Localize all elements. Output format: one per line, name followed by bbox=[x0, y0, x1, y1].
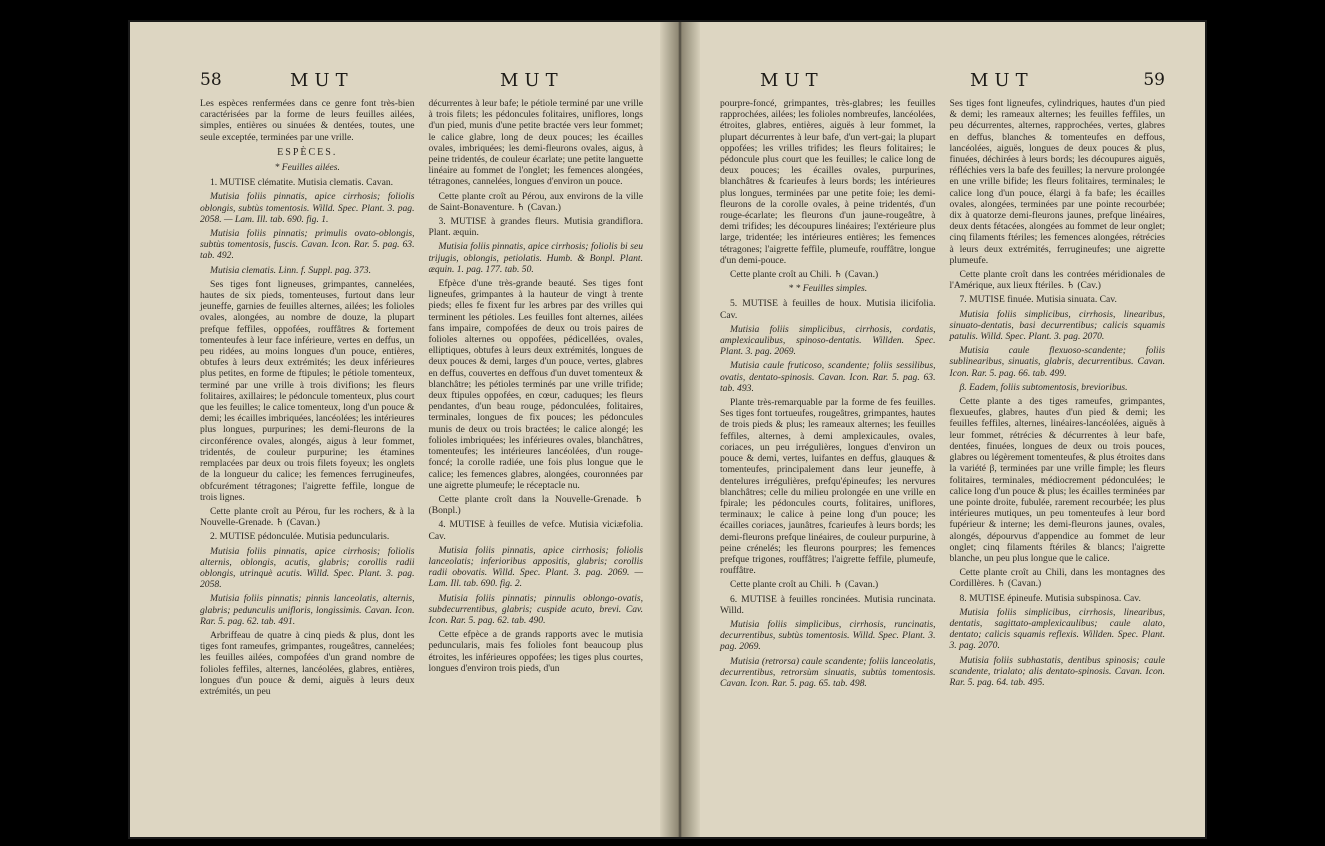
text-paragraph: Cette plante croît au Chili, dans les montagnes des Cordillères. ♄ (Cavan.) bbox=[949, 567, 1165, 590]
left-page-column-1 bbox=[200, 98, 415, 700]
text-paragraph: Ses tiges font ligneufes, cylindriques, hautes d'un pied & demi; les rameaux alternes; les feuilles feffiles, un peu décurrentes, alternes, rapprochées, vertes, glabres en deffus, blanches & tomenteufes en deffous, lancéolées, aiguës, longues de deux pouces & plus, finuées, déchirées à leurs bords; les découpures aiguës, réfléchies vers la bafe des feuilles; la nervure prolongée en une vrille bifide; les fleurs folitaires, terminales; le calice long d'un pouce, élargi à fa bafe; les écailles ovales, alongées, terminées par une pointe recourbée; dix à quatorze demi-fleurons jaunes, prefque linéaires, deux dents fétacées, alongées au fommet de leur onglet; cinq filaments ftériles; les femences alongées, rétrécies à leurs deux extrémités, ferrugineufes; une aigrette plumeufe. bbox=[949, 98, 1165, 266]
latin-description: Mutisia foliis pinnatis, apice cirrhosis; foliolis bi seu trijugis, oblongis, petiolatis. Humb. & Bonpl. Plant. æquin. 1. pag. 177. tab. 50. bbox=[428, 241, 643, 275]
text-paragraph: décurrentes à leur bafe; le pétiole terminé par une vrille à trois filets; les pédoncules folitaires, uniflores, longs d'un pied, munis d'une petite bractée vers leur fommet; le calice glabre, long de deux pouces; les écailles ovales, imbriquées; les demi-fleurons ovales, aigus, à peine tridentés, de couleur écarlate; une petite languette linéaire au fommet de l'onglet; les femences alongées, tétragones, cannelées, longues d'environ un pouce. bbox=[428, 98, 643, 188]
section-heading: * * Feuilles simples. bbox=[788, 283, 868, 295]
text-paragraph: Arbriffeau de quatre à cinq pieds & plus, dont les tiges font rameufes, grimpantes, rougeâtres, cannelées; les feuilles ailées, compofées d'un grand nombre de folioles feffiles, alternes, lancéolées, glabres, entières, longues d'un pouce & demi, aiguës à leurs deux extrémités, un peu bbox=[200, 629, 415, 697]
species-entry: 7. MUTISE finuée. Mutisia sinuata. Cav. bbox=[959, 294, 1117, 306]
text-paragraph: Cette plante croît dans la Nouvelle-Grenade. ♄ (Bonpl.) bbox=[428, 493, 643, 517]
section-heading: ESPÈCES. bbox=[277, 146, 338, 158]
text-paragraph: Cette efpèce a de grands rapports avec le mutisia peduncularis, mais fes folioles font beaucoup plus étroites, les inférieures oppofées; les tiges plus courtes, longues d'environ trois pieds, d'un bbox=[428, 629, 643, 674]
latin-description: Mutisia caule fruticoso, scandente; foliis sessilibus, ovatis, dentato-spinosis. Cavan. Icon. Rar. 5. pag. 63. tab. 493. bbox=[720, 360, 936, 394]
text-paragraph: Efpèce d'une très-grande beauté. Ses tiges font ligneufes, grimpantes à la hauteur de vingt à trente pieds; elles fe fixent fur les arbres par des vrilles qui terminent les pétioles. Les feuilles font alternes, ailées fans impaire, compofées de deux ou trois paires de folioles alternes ou oppofées, pédicellées, ovales, elliptiques, obtufes à leurs deux extrémités, longues de deux pouces & demi, larges d'un pouce, vertes, glabres en deffus, couvertes en deffous d'un duvet tomenteux & blanchâtre; les pétioles terminés par une vrille trifide; deux ftipules oppofées, en cœur, caduques; les fleurs pendantes, d'un beau rouge, pédonculées, folitaires, terminales, longues de fix pouces; les pédoncules munis de deux ou trois bractées; le calice alongé; les folioles imbriquées; les inférieures ovales, blanchâtres, tomenteufes; les intérieures lancéolées, d'un rouge-foncé; la corolle radiée, une fois plus longue que le calice; les femences glabres, alongées, couronnées par une aigrette plumeufe; le réceptacle nu. bbox=[428, 278, 643, 491]
book-gutter bbox=[660, 22, 700, 837]
section-heading: * Feuilles ailées. bbox=[274, 162, 340, 174]
latin-description: Mutisia foliis pinnatis; primulis ovato-oblongis, subtùs tomentosis, fuscis. Cavan. Icon. Rar. 5. pag. 63. tab. 492. bbox=[200, 228, 415, 262]
text-paragraph: Cette plante croît au Chili. ♄ (Cavan.) bbox=[730, 579, 879, 591]
text-paragraph: Cette plante croît au Pérou, aux environs de la ville de Saint-Bonaventure. ♄ (Cavan.) bbox=[428, 190, 643, 213]
latin-description: Mutisia foliis pinnatis, apice cirrhosis; foliolis oblongis, subtùs tomentosis. Willd. Spec. Plant. 3. pag. 2058. — Lam. Ill. tab. 690. fig. 1. bbox=[200, 191, 415, 225]
right-page bbox=[695, 22, 1205, 837]
latin-description: Mutisia foliis simplicibus, cirrhosis, cordatis, amplexicaulibus, spinoso-dentatis. Willden. Spec. Plant. 3. pag. 2069. bbox=[720, 323, 936, 358]
species-entry: 5. MUTISE à feuilles de houx. Mutisia ilicifolia. Cav. bbox=[720, 298, 936, 321]
left-running-head bbox=[200, 70, 643, 94]
latin-description: Mutisia clematis. Linn. f. Suppl. pag. 373. bbox=[210, 264, 371, 276]
latin-description: β. Eadem, foliis subtomentosis, brevioribus. bbox=[959, 381, 1128, 393]
latin-description: Mutisia foliis pinnatis, apice cirrhosis; foliolis lanceolatis; inferioribus appositis, glabris; corollis radii obovatis. Willd. Spec. Plant. 3. pag. 2069. — Lam. Ill. tab. 690. fig. 2. bbox=[428, 544, 643, 590]
text-paragraph: Les espèces renfermées dans ce genre font très-bien caractérisées par la forme de leurs feuilles ailées, simples, entières ou sinuées & dentées, toutes, une seule exceptée, terminées par une vrille. bbox=[200, 98, 415, 143]
species-entry: 4. MUTISE à feuilles de vefce. Mutisia viciæfolia. Cav. bbox=[428, 519, 643, 542]
left-header-right: MUT bbox=[500, 70, 564, 91]
right-page-column-1 bbox=[720, 98, 936, 692]
latin-description: Mutisia foliis simplicibus, cirrhosis, linearibus, sinuato-dentatis, basi decurrentibus; calicis squamis patulis. Willd. Spec. Plant. 3. pag. 2070. bbox=[949, 308, 1165, 343]
open-book bbox=[130, 22, 1205, 837]
latin-description: Mutisia foliis pinnatis; pinnis lanceolatis, alternis, glabris; pedunculis unifloris, longissimis. Cavan. Icon. Rar. 5. pag. 62. tab. 491. bbox=[200, 593, 415, 627]
species-entry: 2. MUTISE pédonculée. Mutisia peduncularis. bbox=[210, 531, 390, 543]
species-entry: 6. MUTISE à feuilles roncinées. Mutisia runcinata. Willd. bbox=[720, 593, 936, 616]
right-page-column-2 bbox=[950, 98, 1166, 692]
left-page-column-2 bbox=[429, 98, 644, 700]
right-header-left: MUT bbox=[760, 70, 824, 91]
text-paragraph: Cette plante croît dans les contrées méridionales de l'Amérique, aux lieux ftériles. ♄ (Cav.) bbox=[949, 269, 1165, 292]
text-paragraph: Ses tiges font ligneuses, grimpantes, cannelées, hautes de six pieds, tomenteuses, furtout dans leur jeuneffe, garnies de feuilles alternes, ailées; les folioles ovales, alongées, au nombre de douze, la plupart prefque feffiles, oppofées, rouffâtres & fortement tomenteufes à leur face inférieure, vertes en deffus, un peu ridées, au moins longues d'un pouce, entières, obtufes à leurs deux extrémités; les deux inférieures plus petites, en forme de ftipules; le pétiole tomenteux, terminé par une vrille à trois divifions; les fleurs folitaires, axillaires; le pédoncule tomenteux, plus court que les feuilles; le calice tomenteux, long d'un pouce & demi; les écailles imbriquées, lancéolées; les intérieures plus longues, purpurines; les demi-fleurons de la circonférence ovales, alongés, aigus à leur fommet, tridentés, de couleur purpurine; les étamines remplacées par deux ou trois filets foyeux; les onglets de la longueur du calice; les femences ferrugineufes, obfcurément tétragones; l'aigrette feffile, longue de trois lignes. bbox=[200, 278, 415, 503]
left-header-left: MUT bbox=[290, 70, 354, 91]
left-page-number: 58 bbox=[200, 70, 222, 90]
right-running-head bbox=[720, 70, 1165, 94]
text-paragraph: pourpre-foncé, grimpantes, très-glabres; les feuilles rapprochées, ailées; les folioles nombreufes, lancéolées, étroites, glabres, entières, aiguës à leur fommet, la plupart décurrentes à leur bafe, d'un vert-gai; la plupart oppofées; les vrilles trifides; les fleurs folitaires; le pédoncule plus court que les feuilles; le calice long de deux pouces; les écailles ovales, purpurines, blanchâtres & fcarieufes à leurs bords; les intérieures plus longues, terminées par une petite foie; les demi-fleurons de la corolle ovales, à peine tridentés, d'un rouge-écarlate; les fleurons d'un jaune-rougeâtre, à demi trifides; les découpures linéaires; l'extérieure plus large, tridentée; les intérieures entières; les femences tétragones; l'aigrette feffile, plumeufe, rouffâtre, longue d'un demi-pouce. bbox=[720, 98, 936, 266]
right-page-number: 59 bbox=[1143, 70, 1165, 90]
species-entry: 8. MUTISE épineufe. Mutisia subspinosa. Cav. bbox=[959, 592, 1141, 604]
right-header-right: MUT bbox=[970, 70, 1034, 91]
text-paragraph: Cette plante croît au Chili. ♄ (Cavan.) bbox=[730, 269, 879, 281]
latin-description: Mutisia foliis simplicibus, cirrhosis, linearibus, dentatis, sagittato-amplexicaulibus; caule alato, dentato; calicis squamis reflexis. Willden. Spec. Plant. 3. pag. 2070. bbox=[949, 606, 1165, 652]
left-page bbox=[130, 22, 665, 837]
latin-description: Mutisia (retrorsa) caule scandente; foliis lanceolatis, decurrentibus, retrorsùm sinuatis, subtùs tomentosis. Cavan. Icon. Rar. 5. pag. 65. tab. 498. bbox=[720, 655, 936, 689]
latin-description: Mutisia caule flexuoso-scandente; foliis sublinearibus, sinuatis, glabris, decurrentibus. Cavan. Icon. Rar. 5. pag. 66. tab. 499. bbox=[949, 345, 1165, 379]
latin-description: Mutisia foliis subhastatis, dentibus spinosis; caule scandente, trialato; alis dentato-spinosis. Cavan. Icon. Rar. 5. pag. 64. tab. 495. bbox=[949, 654, 1165, 688]
latin-description: Mutisia foliis simplicibus, cirrhosis, runcinatis, decurrentibus, subtùs tomentosis. Willd. Spec. Plant. 3. pag. 2069. bbox=[720, 618, 936, 653]
species-entry: 1. MUTISE clématite. Mutisia clematis. Cavan. bbox=[210, 177, 394, 189]
text-paragraph: Cette plante croît au Pérou, fur les rochers, & à la Nouvelle-Grenade. ♄ (Cavan.) bbox=[200, 505, 415, 529]
text-paragraph: Plante très-remarquable par la forme de fes feuilles. Ses tiges font tortueufes, rougeâtres, grimpantes, hautes de trois pieds & plus; les rameaux alternes; les feuilles feffiles, alternes, à demi amplexicaules, ovales, coriaces, un peu irrégulières, longues d'environ un pouce & demi, vertes, luifantes en deffus, glauques & tomenteufes, principalement dans leur jeuneffe, à dentelures irrégulières, prefqu'épineufes; les nervures blanchâtres; celle du milieu prolongée en une vrille en fpirale; les pédoncules courts, folitaires, uniflores, terminaux; le calice à peine long d'un pouce; les écailles coriaces, jaunâtres, fcarieufes à leurs bords; les demi-fleurons prefque linéaires, de couleur purpurine, à peine crénelés; les fleurons pourpres; les femences prefque trigones, rouffâtres; l'aigrette feffile, plumeufe, rouffâtre. bbox=[720, 397, 936, 577]
species-entry: 3. MUTISE à grandes fleurs. Mutisia grandiflora. Plant. æquin. bbox=[428, 216, 643, 239]
latin-description: Mutisia foliis pinnatis, apice cirrhosis; foliolis alternis, oblongis, acutis, glabris; corollis radii oblongis, utrinquè acutis. Willd. Spec. Plant. 3. pag. 2058. bbox=[200, 545, 415, 591]
text-paragraph: Cette plante a des tiges rameufes, grimpantes, flexueufes, glabres, hautes d'un pied & demi; les feuilles feffiles, alternes, linéaires-lancéolées, aiguës à leur fommet, rétrécies & décurrentes à leur bafe, dentées, finuées, longues de deux ou trois pouces, glabres ou légèrement tomenteufes, & plus étroites dans la variété β, terminées par une vrille fimple; les fleurs folitaires, terminales, médiocrement pédonculées; le calice long d'un pouce & plus; les écailles terminées par une pointe droite, fubulée, rarement recourbée; les plus intérieures mutiques, un peu tomenteufes à leur bord fupérieur & interne; les demi-fleurons jaunes, ovales, alongés, dépourvus d'appendice au fommet de leur onglet; cinq filaments ftériles & blancs; l'aigrette blanche, un peu plus longue que le calice. bbox=[949, 396, 1165, 564]
latin-description: Mutisia foliis pinnatis; pinnulis oblongo-ovatis, subdecurrentibus, glabris; cuspide acuto, brevi. Cav. Icon. Rar. 5. pag. 62. tab. 490. bbox=[428, 592, 643, 626]
